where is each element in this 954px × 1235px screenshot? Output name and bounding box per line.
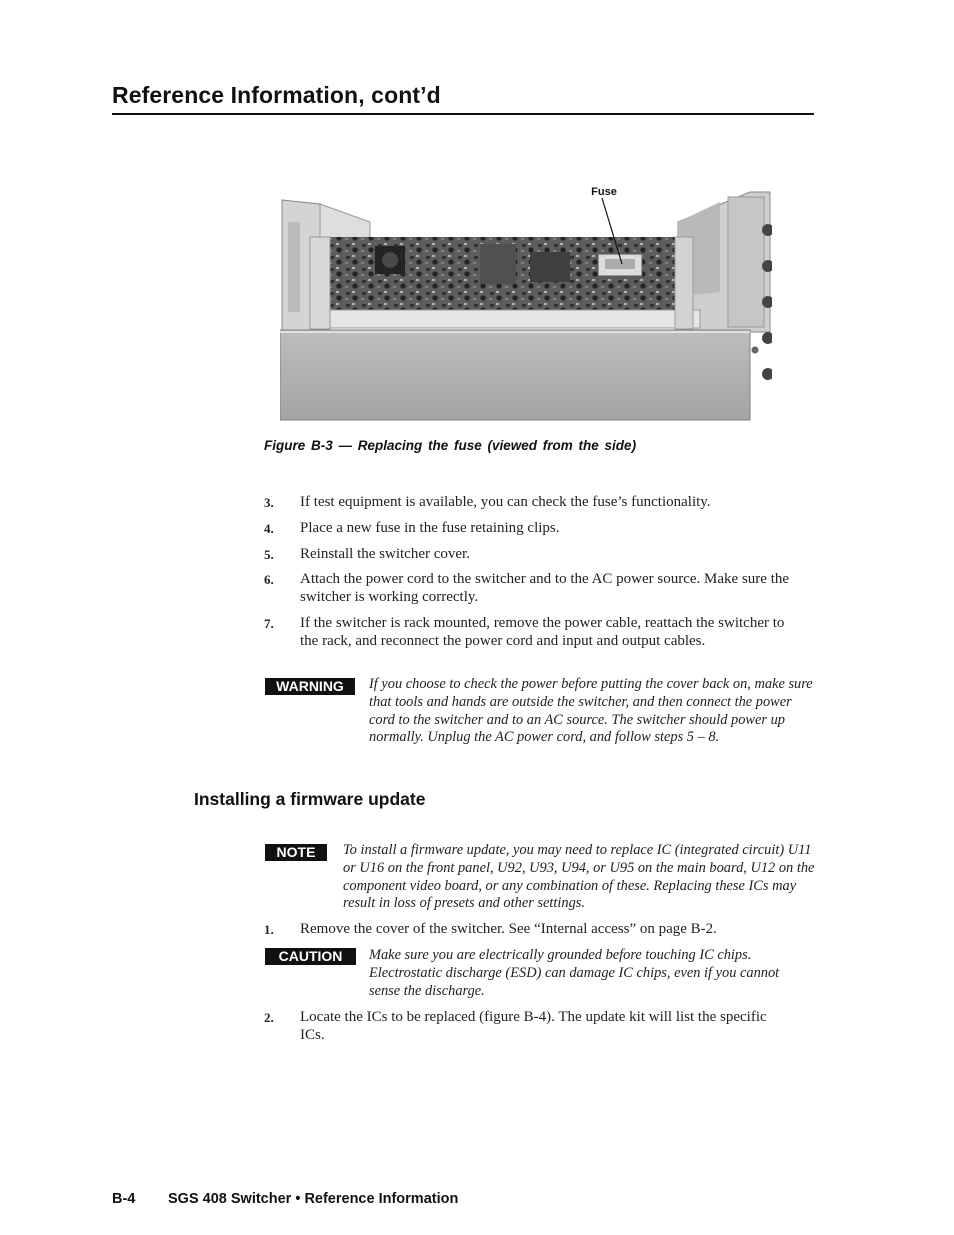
page-title: Reference Information, cont’d [112, 82, 441, 108]
footer-text: SGS 408 Switcher • Reference Information [168, 1191, 459, 1207]
fuse-callout-label: Fuse [591, 186, 617, 198]
caution-badge: CAUTION [265, 948, 356, 965]
page-footer [112, 1191, 458, 1207]
warning-badge: WARNING [265, 678, 355, 695]
note-text: To install a firmware update, you may need to replace IC (integrated circuit) U11 or U16 on the front panel, U92, U93, U94, or U95 on the main board, U12 on the component video board, or any combination of these. Replacing these ICs may result in loss of presets and other settings. [343, 842, 815, 912]
figure-caption: Figure B-3 — Replacing the fuse (viewed from the side) [264, 438, 637, 453]
note-badge: NOTE [265, 844, 327, 861]
warning-text: If you choose to check the power before putting the cover back on, make sure that tools and hands are outside the switcher, and then connect the power cord to the switcher and to an AC source. The switcher should power up normally. Unplug the AC power cord, and follow steps 5 – 8. [369, 676, 813, 746]
section-heading: Installing a firmware update [194, 789, 426, 809]
title-rule [112, 113, 814, 115]
caution-text: Make sure you are electrically grounded before touching IC chips. Electrostatic discharge (ESD) can damage IC chips, even if you cannot sense the discharge. [369, 947, 780, 999]
fuse-figure-photo [280, 182, 772, 422]
page-number: B-4 [112, 1191, 136, 1207]
